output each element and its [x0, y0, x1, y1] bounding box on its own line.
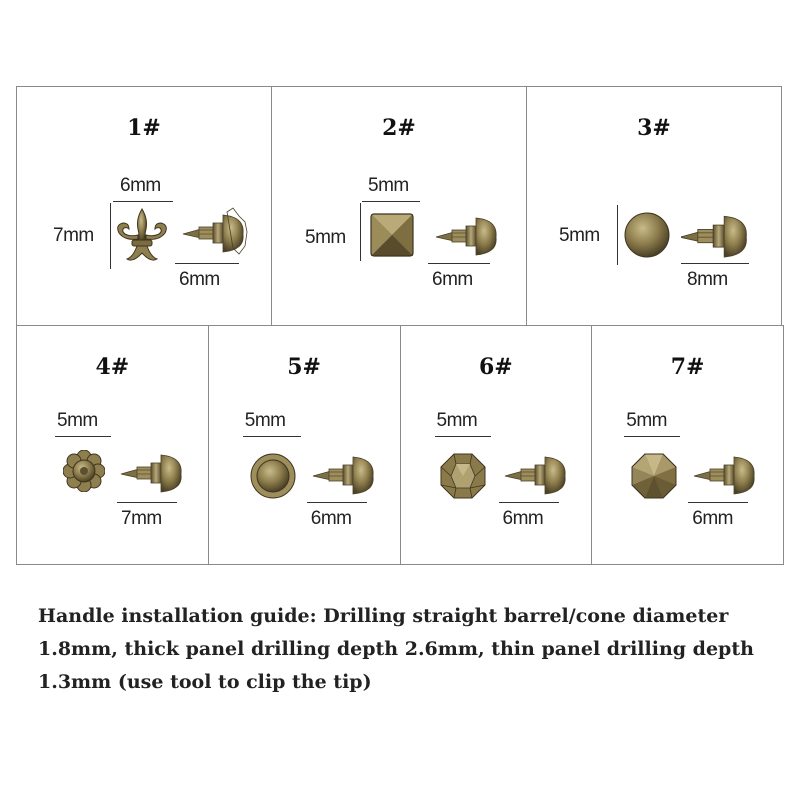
width-line	[113, 201, 173, 202]
length-dimension: 6mm	[502, 508, 544, 529]
product-label: 5#	[287, 354, 321, 380]
length-line	[117, 502, 177, 503]
product-label: 2#	[382, 115, 416, 141]
rivet-side-view-icon	[179, 205, 255, 259]
width-line	[435, 436, 491, 437]
height-line	[110, 203, 111, 269]
product-cell-2	[271, 86, 527, 326]
width-dimension: 5mm	[244, 410, 286, 431]
product-label: 3#	[637, 115, 671, 141]
length-line	[175, 263, 239, 264]
rivet-side-view-icon	[690, 448, 766, 500]
product-label: 4#	[95, 354, 130, 380]
width-dimension: 5mm	[626, 410, 667, 431]
height-dimension: 5mm	[305, 227, 346, 248]
length-dimension: 6mm	[432, 269, 473, 290]
square-pyramid-head-icon	[370, 213, 414, 257]
length-dimension: 6mm	[692, 508, 733, 529]
product-cell-7	[591, 325, 784, 565]
length-dimension: 7mm	[121, 508, 162, 529]
faceted-octagon-pointed-head-icon	[630, 452, 678, 500]
length-line	[307, 502, 367, 503]
product-label: 1#	[127, 115, 161, 141]
width-line	[243, 436, 301, 437]
width-dimension: 5mm	[368, 175, 409, 196]
length-dimension: 6mm	[310, 508, 352, 529]
product-cell-5	[208, 325, 401, 565]
installation-guide-text: Handle installation guide: Drilling straight barrel/cone diameter 1.8mm, thick panel drilling depth 2.6mm, thin panel drilling depth 1.3mm (use tool to clip the tip)	[38, 605, 754, 693]
product-cell-1	[16, 86, 272, 326]
product-label: 6#	[479, 354, 513, 380]
ringed-dome-head-icon	[249, 452, 297, 500]
length-line	[499, 502, 559, 503]
width-dimension: 6mm	[120, 175, 161, 196]
width-dimension: 5mm	[57, 410, 98, 431]
product-row-2	[16, 325, 784, 565]
product-row-1	[16, 86, 784, 326]
fleur-de-lis-head-icon	[115, 207, 169, 267]
length-dimension: 8mm	[687, 269, 728, 290]
product-cell-6	[400, 325, 593, 565]
rivet-side-view-icon	[681, 207, 761, 263]
product-label: 7#	[670, 354, 705, 380]
rivet-side-view-icon	[501, 448, 577, 500]
rivet-side-view-icon	[432, 209, 508, 261]
width-line	[362, 201, 420, 202]
faceted-octagon-head-icon	[439, 452, 487, 500]
height-line	[617, 205, 618, 265]
rivet-side-view-icon	[117, 446, 193, 498]
width-dimension: 5mm	[436, 410, 478, 431]
length-line	[688, 502, 748, 503]
length-dimension: 6mm	[179, 269, 220, 290]
height-line	[360, 203, 361, 261]
height-dimension: 7mm	[53, 225, 94, 246]
length-line	[428, 263, 490, 264]
product-cell-4	[16, 325, 209, 565]
length-line	[681, 263, 749, 264]
height-dimension: 5mm	[559, 225, 600, 246]
flower-head-icon	[63, 450, 105, 492]
dome-head-icon	[623, 211, 671, 259]
width-line	[55, 436, 111, 437]
rivet-side-view-icon	[309, 448, 385, 500]
width-line	[624, 436, 680, 437]
product-cell-3	[526, 86, 782, 326]
